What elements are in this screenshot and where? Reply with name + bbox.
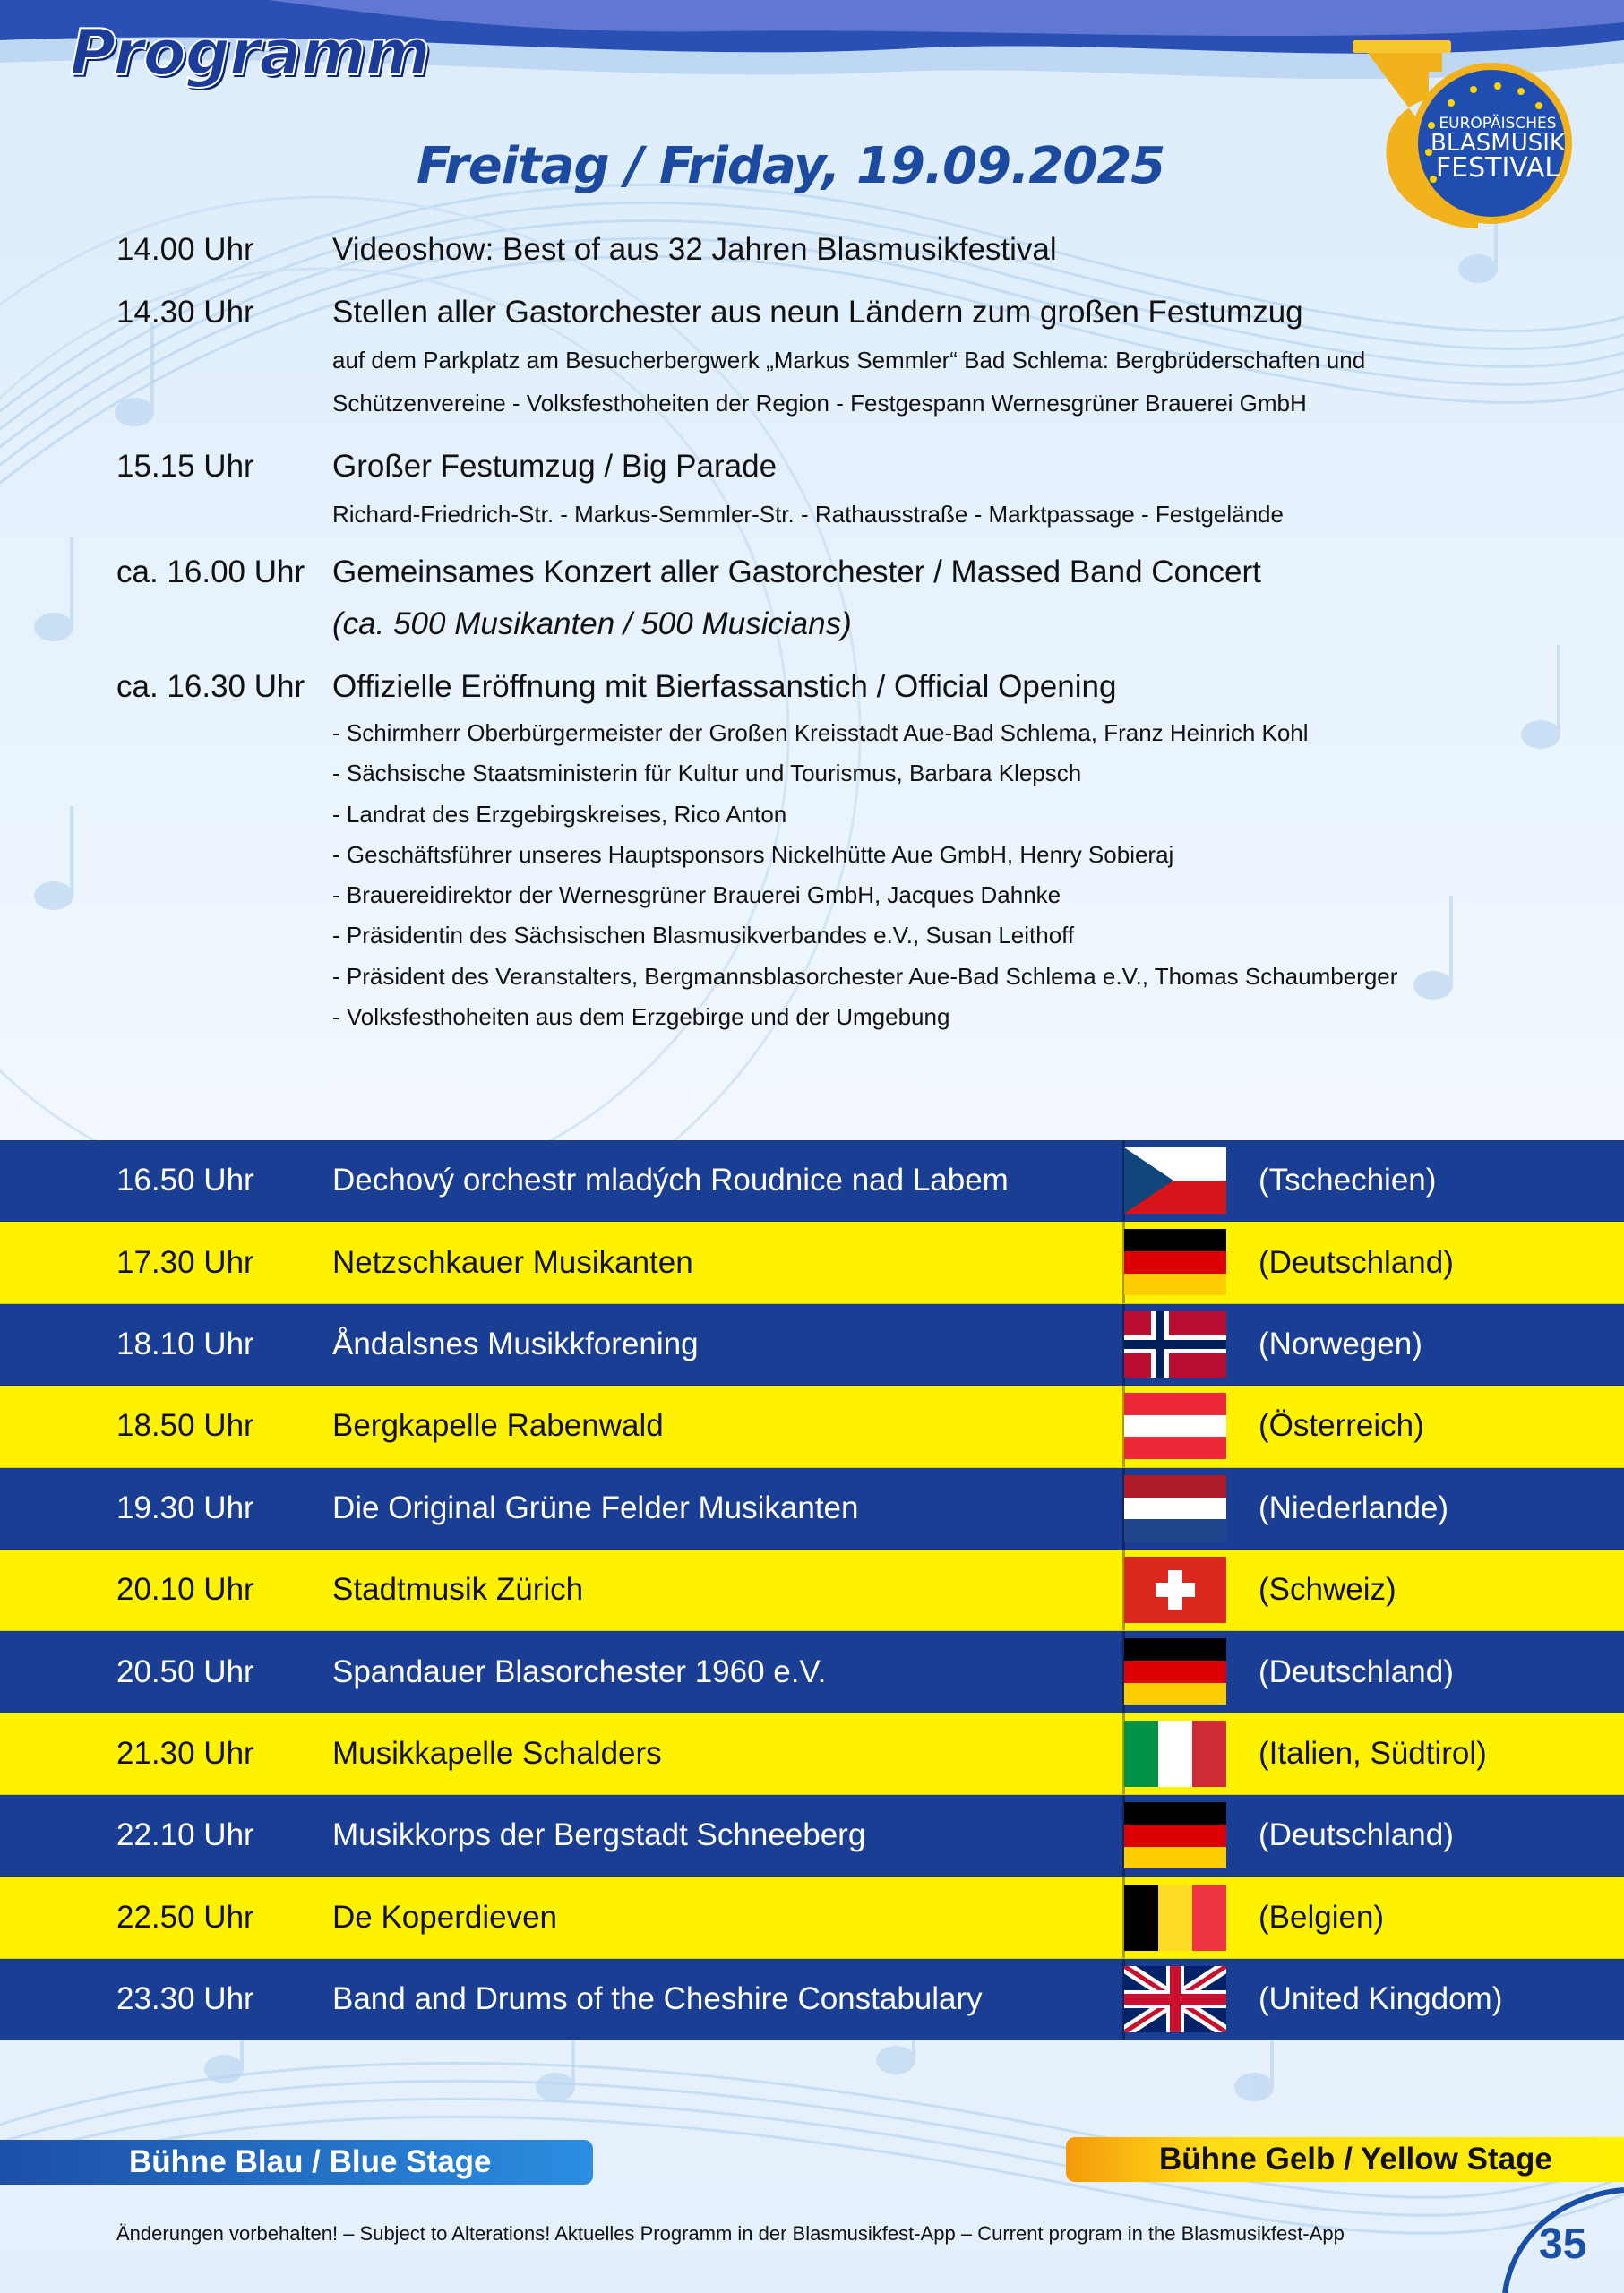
schedule-row	[0, 1959, 1624, 2040]
schedule-row	[0, 1304, 1624, 1386]
schedule-row	[0, 1550, 1624, 1631]
stage-schedule	[0, 1140, 1624, 2040]
legend-blue-label: Bühne Blau / Blue Stage	[129, 2144, 492, 2179]
legend-blue-stage	[0, 2140, 593, 2185]
uk-flag-icon	[1124, 1966, 1226, 2032]
band-name: De Koperdieven	[332, 1899, 557, 1935]
festival-logo	[1344, 36, 1577, 242]
guest-list-item: - Schirmherr Oberbürgermeister der Großen Kreisstadt Aue-Bad Schlema, Franz Heinrich Kohl	[332, 719, 1309, 746]
schedule-row	[0, 1795, 1624, 1876]
schedule-row	[0, 1468, 1624, 1550]
page-title: Programm	[70, 16, 430, 90]
band-country: (Deutschland)	[1259, 1817, 1454, 1853]
band-country: (Belgien)	[1259, 1899, 1385, 1935]
guest-list-item: - Brauereidirektor der Wernesgrüner Brauerei GmbH, Jacques Dahnke	[332, 881, 1061, 909]
band-name: Band and Drums of the Cheshire Constabulary	[332, 1981, 983, 2017]
belgian-flag-icon	[1124, 1885, 1226, 1951]
italian-flag-icon	[1124, 1721, 1226, 1787]
footer-note: Änderungen vorbehalten! – Subject to Alterations! Aktuelles Programm in der Blasmusikfest-App – Current program in the Blasmusikfest-App	[116, 2222, 1345, 2245]
day-heading: Freitag / Friday, 19.09.2025	[417, 137, 1165, 195]
logo-line-3: FESTIVAL	[1435, 152, 1560, 184]
band-country: (Deutschland)	[1259, 1653, 1454, 1689]
german-flag-icon	[1124, 1638, 1226, 1705]
logo-text	[1426, 116, 1569, 182]
schedule-row	[0, 1713, 1624, 1795]
czech-flag-icon	[1124, 1147, 1226, 1214]
guest-list-item: - Geschäftsführer unseres Hauptsponsors Nickelhütte Aue GmbH, Henry Sobieraj	[332, 840, 1174, 868]
event-time: 15.15 Uhr	[116, 449, 254, 484]
logo-line-1: EUROPÄISCHES	[1439, 115, 1557, 133]
schedule-time: 21.30 Uhr	[116, 1735, 254, 1771]
event-time: ca. 16.30 Uhr	[116, 669, 305, 704]
guest-list	[332, 713, 1505, 1037]
austrian-flag-icon	[1124, 1393, 1226, 1459]
band-country: (Norwegen)	[1259, 1326, 1422, 1361]
band-name: Musikkapelle Schalders	[332, 1735, 662, 1771]
schedule-time: 16.50 Uhr	[116, 1163, 254, 1198]
event-title: Stellen aller Gastorchester aus neun Ländern zum großen Festumzug	[332, 295, 1303, 330]
dutch-flag-icon	[1124, 1475, 1226, 1542]
band-country: (Italien, Südtirol)	[1259, 1735, 1487, 1771]
legend-yellow-stage	[1066, 2137, 1624, 2182]
german-flag-icon	[1124, 1802, 1226, 1868]
event-detail: Richard-Friedrich-Str. - Markus-Semmler-Str. - Rathausstraße - Marktpassage - Festgelände	[332, 501, 1284, 528]
guest-list-item: - Präsident des Veranstalters, Bergmannsblasorchester Aue-Bad Schlema e.V., Thomas Schaumberger	[332, 962, 1398, 990]
guest-list-item: - Sächsische Staatsministerin für Kultur und Tourismus, Barbara Klepsch	[332, 760, 1082, 787]
schedule-time: 19.30 Uhr	[116, 1490, 254, 1525]
band-name: Musikkorps der Bergstadt Schneeberg	[332, 1817, 866, 1853]
logo-line-2: BLASMUSIK	[1431, 130, 1565, 157]
event-item	[116, 224, 1505, 276]
schedule-row	[0, 1140, 1624, 1222]
band-name: Dechový orchestr mladých Roudnice nad Labem	[332, 1163, 1009, 1198]
band-name: Åndalsnes Musikkforening	[332, 1326, 699, 1361]
schedule-row	[0, 1222, 1624, 1303]
schedule-row	[0, 1877, 1624, 1959]
schedule-time: 22.50 Uhr	[116, 1899, 254, 1935]
guest-list-item: - Landrat des Erzgebirgskreises, Rico Anton	[332, 800, 787, 828]
event-list	[116, 224, 1505, 1037]
guest-list-item: - Präsidentin des Sächsischen Blasmusikverbandes e.V., Susan Leithoff	[332, 922, 1075, 949]
band-country: (Österreich)	[1259, 1408, 1424, 1444]
band-name: Spandauer Blasorchester 1960 e.V.	[332, 1653, 827, 1689]
band-country: (Tschechien)	[1259, 1163, 1437, 1198]
schedule-time: 20.10 Uhr	[116, 1572, 254, 1608]
event-detail: auf dem Parkplatz am Besucherbergwerk „Markus Semmler“ Bad Schlema: Bergbrüderschaften und	[332, 347, 1366, 374]
event-time: ca. 16.00 Uhr	[116, 554, 305, 589]
event-title: Videoshow: Best of aus 32 Jahren Blasmusikfestival	[332, 232, 1057, 267]
band-country: (Deutschland)	[1259, 1244, 1454, 1280]
swiss-flag-icon	[1124, 1557, 1226, 1623]
event-title: Großer Festumzug / Big Parade	[332, 449, 778, 484]
page-number: 35	[1539, 2220, 1587, 2268]
band-name: Bergkapelle Rabenwald	[332, 1408, 664, 1444]
schedule-time: 22.10 Uhr	[116, 1817, 254, 1853]
event-detail-italic: (ca. 500 Musikanten / 500 Musicians)	[332, 606, 852, 641]
legend-yellow-label: Bühne Gelb / Yellow Stage	[1159, 2142, 1552, 2177]
band-country: (Schweiz)	[1259, 1572, 1396, 1608]
schedule-time: 17.30 Uhr	[116, 1244, 254, 1280]
event-item	[116, 441, 1505, 536]
schedule-row	[0, 1631, 1624, 1713]
event-time: 14.30 Uhr	[116, 295, 254, 330]
german-flag-icon	[1124, 1229, 1226, 1295]
event-detail: Schützenvereine - Volksfesthoheiten der Region - Festgespann Wernesgrüner Brauerei GmbH	[332, 390, 1307, 417]
guest-list-item: - Volksfesthoheiten aus dem Erzgebirge und der Umgebung	[332, 1003, 950, 1031]
event-item	[116, 546, 1505, 650]
band-country: (Niederlande)	[1259, 1490, 1449, 1525]
event-title: Gemeinsames Konzert aller Gastorchester / Massed Band Concert	[332, 554, 1261, 589]
band-name: Die Original Grüne Felder Musikanten	[332, 1490, 859, 1525]
schedule-row	[0, 1386, 1624, 1467]
schedule-time: 18.10 Uhr	[116, 1326, 254, 1361]
schedule-time: 18.50 Uhr	[116, 1408, 254, 1444]
band-name: Stadtmusik Zürich	[332, 1572, 584, 1608]
event-item	[116, 661, 1505, 1037]
band-name: Netzschkauer Musikanten	[332, 1244, 693, 1280]
schedule-time: 20.50 Uhr	[116, 1653, 254, 1689]
schedule-time: 23.30 Uhr	[116, 1981, 254, 2017]
norwegian-flag-icon	[1124, 1311, 1226, 1378]
event-item	[116, 287, 1505, 425]
event-time: 14.00 Uhr	[116, 232, 254, 267]
event-title: Offizielle Eröffnung mit Bierfassanstich / Official Opening	[332, 669, 1117, 704]
band-country: (United Kingdom)	[1259, 1981, 1503, 2017]
